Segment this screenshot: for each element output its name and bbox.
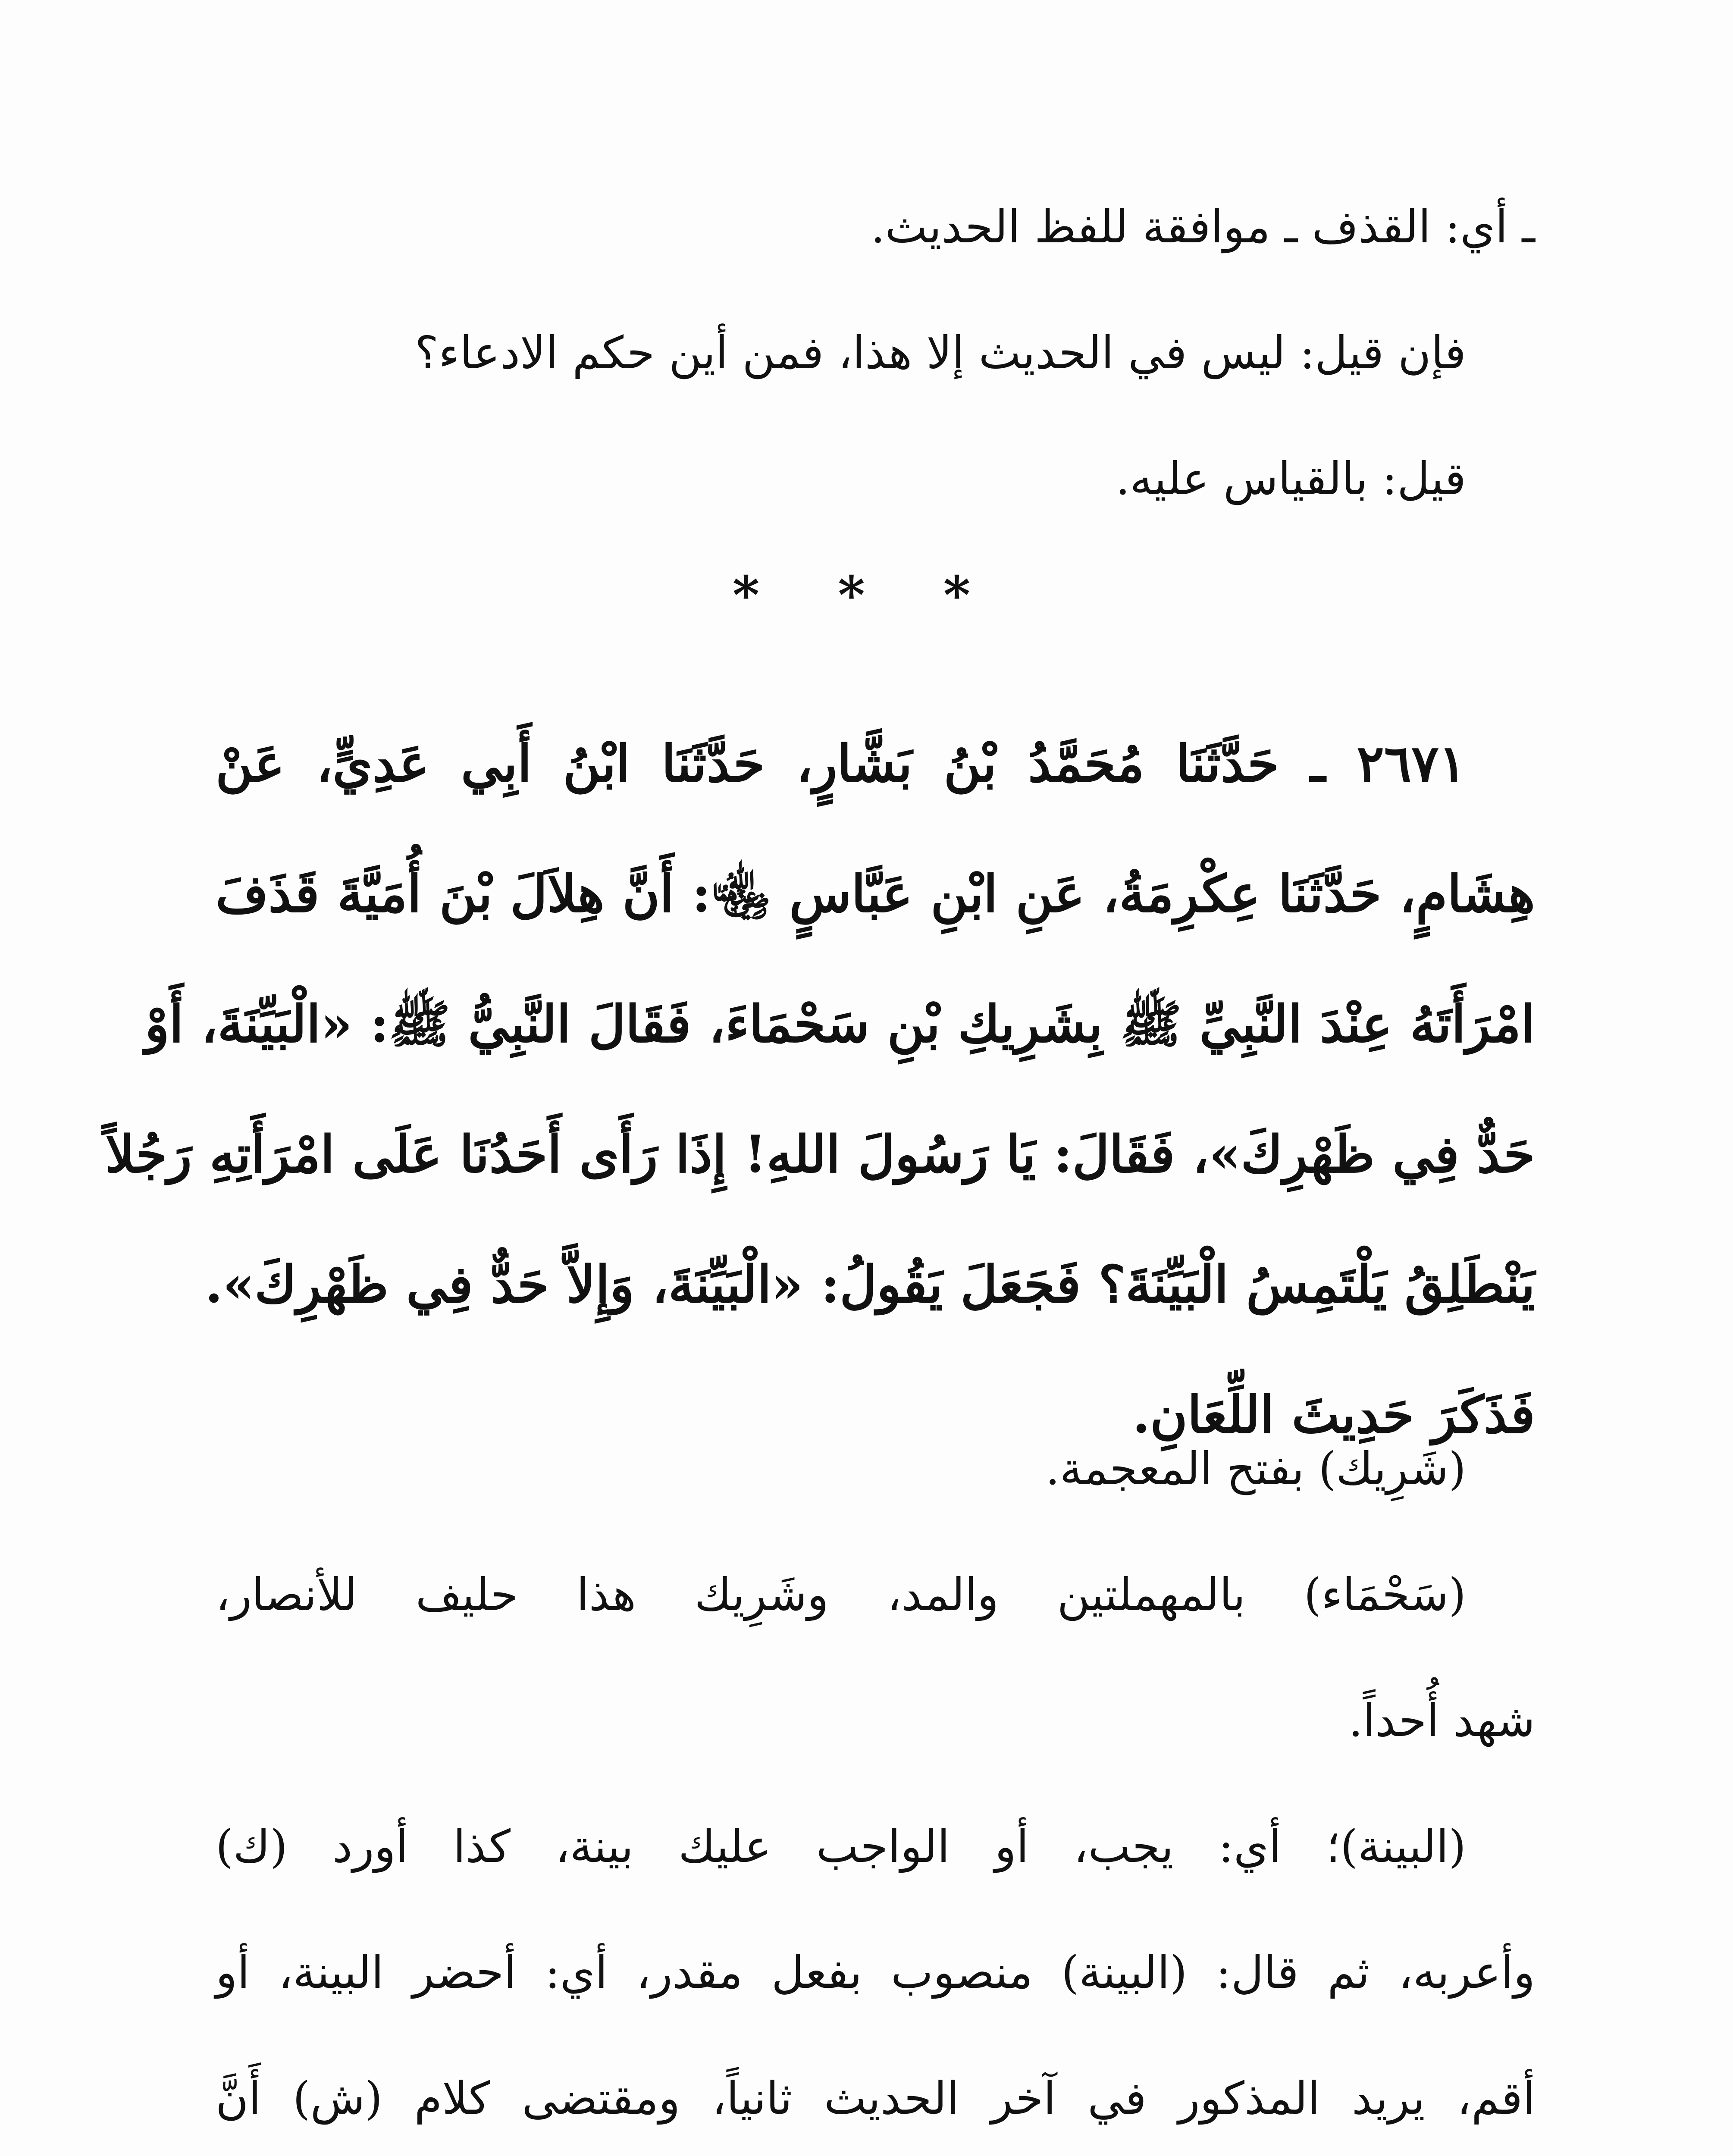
commentary-line: وأعربه، ثم قال: (البينة) منصوب بفعل مقدر، أي: أحضر البينة، أو: [216, 1946, 1535, 1999]
hadith-line: يَنْطَلِقُ يَلْتَمِسُ الْبَيِّنَةَ؟ فَجَعَلَ يَقُولُ: «الْبَيِّنَةَ، وَإِلاَّ حَدٌّ فِي ظَهْرِكَ».: [205, 1254, 1535, 1314]
commentary-line: (شَرِيك) بفتح المعجمة.: [1045, 1442, 1466, 1495]
hadith-line: حَدٌّ فِي ظَهْرِكَ»، فَقَالَ: يَا رَسُولَ اللهِ! إِذَا رَأَى أَحَدُنَا عَلَى امْرَأَتِهِ رَجُلاً: [105, 1124, 1535, 1184]
commentary-line: قيل: بالقياس عليه.: [1116, 452, 1466, 505]
commentary-line: (البينة)؛ أي: يجب، أو الواجب عليك بينة، كذا أورد (ك): [216, 1820, 1466, 1873]
hadith-text: [105, 699, 1535, 1480]
commentary-line: (سَحْمَاء) بالمهملتين والمد، وشَرِيك هذا حليف للأنصار،: [216, 1568, 1466, 1621]
commentary-line: شهد أُحداً.: [1348, 1694, 1535, 1747]
commentary-line: ـ أي: القذف ـ موافقة للفظ الحديث.: [871, 201, 1535, 253]
hadith-line: فَذَكَرَ حَدِيثَ اللِّعَانِ.: [1132, 1385, 1535, 1445]
hadith-line: امْرَأَتَهُ عِنْدَ النَّبِيِّ ﷺ بِشَرِيكِ بْنِ سَحْمَاءَ، فَقَالَ النَّبِيُّ ﷺ: «الْبَيِّنَةَ، أَوْ: [144, 994, 1535, 1054]
commentary-line: أقم، يريد المذكور في آخر الحديث ثانياً، ومقتضى كلام (ش) أَنَّ: [216, 2072, 1535, 2125]
bottom-commentary: [216, 1406, 1535, 2156]
commentary-line: فإن قيل: ليس في الحديث إلا هذا، فمن أين حكم الادعاء؟: [414, 326, 1466, 379]
section-separator: * * *: [732, 565, 1001, 626]
hadith-line: ٢٦٧١ ـ حَدَّثَنَا مُحَمَّدُ بْنُ بَشَّارٍ، حَدَّثَنَا ابْنُ أَبِي عَدِيٍّ، عَنْ: [216, 733, 1466, 793]
top-commentary: [216, 164, 1535, 542]
hadith-line: هِشَامٍ، حَدَّثَنَا عِكْرِمَةُ، عَنِ ابْنِ عَبَّاسٍ ﵄: أَنَّ هِلاَلَ بْنَ أُمَيَّةَ قَذَفَ: [216, 864, 1535, 924]
